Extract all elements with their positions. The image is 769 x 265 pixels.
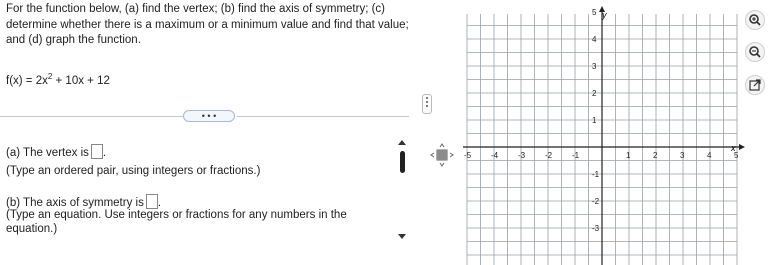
function-exponent: 2 xyxy=(47,72,53,81)
zoom-out-icon xyxy=(746,43,764,61)
part-a-hint xyxy=(6,164,260,178)
zoom-in-button[interactable] xyxy=(745,10,765,30)
popout-icon xyxy=(746,76,764,94)
y-tick-label: 5 xyxy=(592,8,597,17)
instructions-text: For the function below, (a) find the vertex; (b) find the axis of symmetry; (c) determine whether there is a maximum or a minimum value and find that value; and (d) graph the function. xyxy=(6,3,409,46)
more-button[interactable]: • • • xyxy=(183,110,235,122)
part-a-question: (a) The vertex is . xyxy=(6,144,106,160)
axis-of-symmetry-answer-input[interactable] xyxy=(146,194,158,209)
coordinate-graph[interactable] xyxy=(465,8,740,263)
y-tick-label: -2 xyxy=(592,197,600,206)
part-b-question: (b) The axis of symmetry is . xyxy=(6,194,161,210)
x-axis-label: x xyxy=(731,143,736,153)
y-tick-label: 2 xyxy=(592,89,597,98)
function-rest: + 10x + 12 xyxy=(52,74,110,87)
zoom-out-button[interactable] xyxy=(745,42,765,62)
x-tick-label: 1 xyxy=(626,151,631,160)
scrollbar-thumb[interactable] xyxy=(400,151,405,173)
scroll-down-arrow[interactable] xyxy=(398,234,406,239)
x-tick-label: -4 xyxy=(491,151,499,160)
graph-axes xyxy=(463,6,745,265)
y-tick-label: 1 xyxy=(592,116,597,125)
x-tick-label: -3 xyxy=(518,151,526,160)
panel-splitter-handle[interactable] xyxy=(422,94,432,114)
part-a-prompt: (a) The vertex is xyxy=(6,147,89,159)
x-tick-label: -2 xyxy=(545,151,553,160)
x-tick-label: -5 xyxy=(464,151,472,160)
x-tick-label: -1 xyxy=(572,151,580,160)
function-display xyxy=(6,72,110,87)
part-b-hint-text: (Type an equation. Use integers or fractions for any numbers in the equation.) xyxy=(6,209,347,235)
y-tick-label: 4 xyxy=(592,35,597,44)
zoom-in-icon xyxy=(746,11,764,29)
x-axis-arrow xyxy=(739,144,745,150)
divider-right xyxy=(237,116,409,117)
x-tick-label: 4 xyxy=(707,151,712,160)
y-tick-label: -3 xyxy=(592,224,600,233)
vertex-answer-input[interactable] xyxy=(91,144,103,159)
function-main: f(x) = 2x xyxy=(6,74,48,87)
scroll-up-arrow[interactable] xyxy=(398,140,406,145)
x-tick-label: 5 xyxy=(734,151,739,160)
y-tick-label: 3 xyxy=(592,62,597,71)
divider-left xyxy=(0,116,183,117)
x-tick-label: 2 xyxy=(653,151,658,160)
part-a-hint-text: (Type an ordered pair, using integers or fractions.) xyxy=(6,165,261,177)
popout-button[interactable] xyxy=(745,75,765,95)
move-icon[interactable] xyxy=(430,143,454,167)
part-b-prompt: (b) The axis of symmetry is xyxy=(6,197,144,209)
x-tick-label: 3 xyxy=(680,151,685,160)
y-axis-label: y xyxy=(602,10,607,20)
part-b-hint xyxy=(6,208,351,236)
problem-instructions xyxy=(6,2,416,49)
y-tick-label: -1 xyxy=(592,170,600,179)
